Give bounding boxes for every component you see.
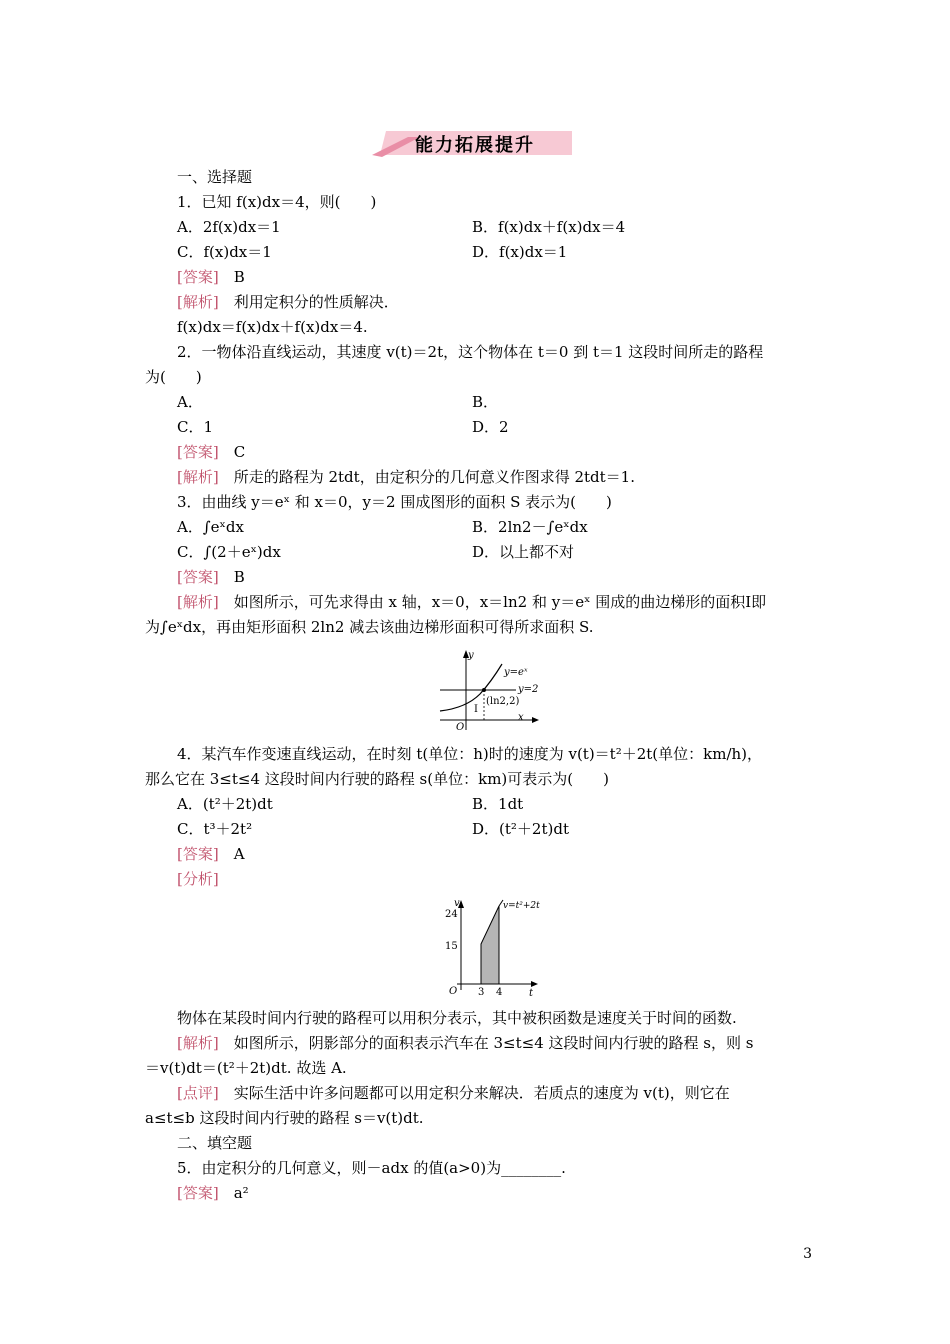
- line-text: 4．某汽车作变速直线运动，在时刻 t(单位：h)时的速度为 v(t)＝t²＋2t(单位：km/h)，: [177, 745, 763, 763]
- label-tag: [答案]: [177, 845, 219, 863]
- text-line: [177, 744, 762, 764]
- label-tag: [解析]: [177, 593, 219, 611]
- text-line: [177, 317, 368, 337]
- line-text: B．2ln2－∫eˣdx: [472, 518, 588, 536]
- y-axis-label: y: [468, 650, 474, 661]
- line-text: C．t³＋2t²: [177, 820, 253, 838]
- line-text: 所走的路程为 2tdt，由定积分的几何意义作图求得 2tdt＝1.: [218, 468, 635, 486]
- text-line: [177, 292, 399, 312]
- intersection-point: [482, 688, 486, 692]
- label-tag: [答案]: [177, 1184, 219, 1202]
- t-axis-label: t: [529, 988, 534, 998]
- line-text: C: [218, 443, 246, 461]
- line-text: a≤t≤b 这段时间内行驶的路程 s＝v(t)dt.: [145, 1109, 424, 1127]
- line-text: 实际生活中许多问题都可以用定积分来解决．若质点的速度为 v(t)，则它在: [218, 1084, 730, 1102]
- origin-label: O: [456, 722, 465, 732]
- text-line: [177, 442, 245, 462]
- line-text: B: [218, 568, 245, 586]
- tick-t-3: 3: [478, 987, 485, 998]
- text-line: [177, 417, 213, 437]
- text-line: [177, 592, 766, 612]
- text-line: [177, 844, 245, 864]
- line-text: 如图所示，可先求得由 x 轴，x＝0，x＝ln2 和 y＝eˣ 围成的曲边梯形的面积Ⅰ即: [218, 593, 767, 611]
- text-line: [177, 242, 272, 262]
- text-line: [145, 769, 609, 789]
- line-text: 1．已知 f(x)dx＝4，则( ): [177, 193, 377, 211]
- line-text: ＝v(t)dt＝(t²＋2t)dt. 故选 A.: [145, 1059, 347, 1077]
- label-tag: [分析]: [177, 870, 219, 888]
- tick-v-24: 24: [445, 909, 458, 920]
- text-line: [145, 1058, 347, 1078]
- line-text: A．(t²＋2t)dt: [177, 795, 273, 813]
- curve-label: v=t²+2t: [503, 901, 540, 911]
- text-line: [177, 1183, 249, 1203]
- text-line: [177, 1008, 737, 1028]
- text-line: [472, 242, 567, 262]
- region-label: Ⅰ: [474, 704, 478, 715]
- text-line: [472, 217, 625, 237]
- line-text: 3．由曲线 y＝eˣ 和 x＝0，y＝2 围成图形的面积 S 表示为( ): [177, 493, 612, 511]
- line-text: D．以上都不对: [472, 543, 575, 561]
- line-text: C．f(x)dx＝1: [177, 243, 272, 261]
- text-line: [177, 492, 612, 512]
- text-line: [177, 794, 273, 814]
- text-line: [177, 217, 281, 237]
- line-text: f(x)dx＝f(x)dx＋f(x)dx＝4.: [177, 318, 368, 336]
- tick-v-15: 15: [445, 941, 458, 952]
- line-text: 物体在某段时间内行驶的路程可以用积分表示，其中被积函数是速度关于时间的函数.: [177, 1009, 737, 1027]
- text-line: [177, 392, 203, 412]
- line-text: C．∫(2＋eˣ)dx: [177, 543, 281, 561]
- text-line: [177, 517, 244, 537]
- text-line: [177, 192, 376, 212]
- text-line: [472, 517, 588, 537]
- line-text: 如图所示，阴影部分的面积表示汽车在 3≤t≤4 这段时间内行驶的路程 s，则 s: [218, 1034, 754, 1052]
- line-text: D．f(x)dx＝1: [472, 243, 568, 261]
- line-text: A: [218, 845, 245, 863]
- tick-t-4: 4: [496, 987, 503, 998]
- text-line: [177, 1133, 252, 1153]
- line-text: B: [218, 268, 245, 286]
- origin-label: O: [449, 986, 458, 997]
- label-tag: [解析]: [177, 1034, 219, 1052]
- line-text: 利用定积分的性质解决．: [218, 293, 399, 311]
- line-text: A．: [177, 393, 203, 411]
- line-text: B．1dt: [472, 795, 524, 813]
- line-text: 2．一物体沿直线运动，其速度 v(t)＝2t，这个物体在 t＝0 到 t＝1 这段时间所走的路程: [177, 343, 764, 361]
- page-number: 3: [803, 1246, 812, 1262]
- curve-label: y=eˣ: [504, 667, 528, 678]
- line-text: 二、填空题: [177, 1134, 253, 1152]
- text-line: [472, 542, 574, 562]
- label-tag: [答案]: [177, 268, 219, 286]
- label-tag: [解析]: [177, 468, 219, 486]
- text-line: [145, 617, 593, 637]
- text-line: [177, 1158, 566, 1178]
- text-line: [472, 819, 569, 839]
- x-axis-arrow: [532, 717, 539, 723]
- text-line: [472, 417, 509, 437]
- text-line: [145, 367, 202, 387]
- line-text: a²: [218, 1184, 249, 1202]
- t-axis-arrow: [531, 981, 538, 987]
- line-text: B．f(x)dx＋f(x)dx＝4: [472, 218, 626, 236]
- shaded-region: [481, 906, 499, 984]
- figure-velocity-area: [441, 896, 541, 998]
- text-line: [177, 869, 219, 889]
- v-axis-label: v: [454, 898, 460, 909]
- line-text: C．1: [177, 418, 214, 436]
- text-line: [177, 467, 635, 487]
- text-line: [177, 542, 281, 562]
- line-text: A．2f(x)dx＝1: [177, 218, 281, 236]
- line-text: A．∫eˣdx: [177, 518, 244, 536]
- line-text: 那么它在 3≤t≤4 这段时间内行驶的路程 s(单位：km)可表示为( ): [145, 770, 609, 788]
- banner-title: 能力拓展提升: [415, 135, 535, 156]
- point-label: (ln2,2): [486, 696, 520, 707]
- line-text: 5．由定积分的几何意义，则－adx 的值(a>0)为________.: [177, 1159, 566, 1177]
- line-text: 为∫eˣdx，再由矩形面积 2ln2 减去该曲边梯形面积可得所求面积 S.: [145, 618, 594, 636]
- x-axis-label: x: [518, 712, 524, 723]
- text-line: [177, 567, 245, 587]
- text-line: [145, 1108, 424, 1128]
- text-line: [177, 167, 252, 187]
- text-line: [472, 794, 523, 814]
- label-tag: [解析]: [177, 293, 219, 311]
- line-text: 为( ): [145, 368, 202, 386]
- line-text: 一、选择题: [177, 168, 253, 186]
- label-tag: [答案]: [177, 568, 219, 586]
- text-line: [177, 1083, 730, 1103]
- figure-exp-area: [436, 648, 548, 732]
- text-line: [177, 819, 252, 839]
- line-text: D．2: [472, 418, 509, 436]
- text-line: [177, 1033, 753, 1053]
- text-line: [177, 267, 245, 287]
- text-line: [472, 392, 498, 412]
- line-text: B．: [472, 393, 499, 411]
- line-label: y=2: [518, 684, 539, 695]
- label-tag: [答案]: [177, 443, 219, 461]
- section-banner: [372, 127, 578, 159]
- text-line: [177, 342, 763, 362]
- line-text: D．(t²＋2t)dt: [472, 820, 569, 838]
- label-tag: [点评]: [177, 1084, 219, 1102]
